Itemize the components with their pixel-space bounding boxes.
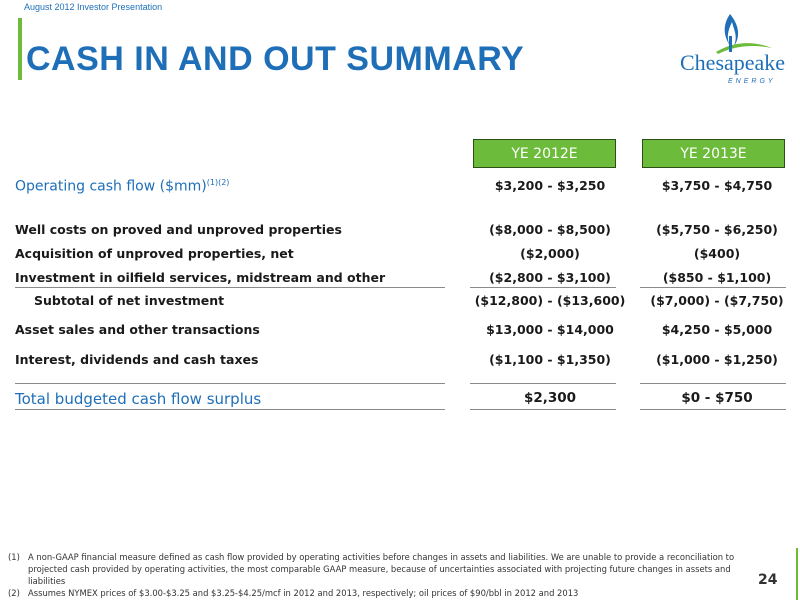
total-bottom-divider-2013 [640,409,786,410]
footnote-number: (2) [8,588,20,598]
value-2013: ($1,000 - $1,250) [656,352,778,367]
footnotes [8,551,743,599]
value-2012: ($12,800) - ($13,600) [474,293,626,308]
accent-bar [18,18,22,80]
page-title: CASH IN AND OUT SUMMARY [26,40,525,78]
row-label: Operating cash flow ($mm)$^{(1)(2)}$ [15,178,230,195]
page-number: 24 [758,572,778,588]
value-2013: ($400) [693,246,741,261]
value-2013: ($850 - $1,100) [662,270,772,285]
value-2012: $13,000 - $14,000 [486,322,614,337]
value-2012: ($1,100 - $1,350) [489,352,611,367]
row-label: Subtotal of net investment [34,293,225,308]
total-bottom-divider-label [15,409,445,410]
subtotal-divider-2013 [640,287,786,288]
row-label: Asset sales and other transactions [15,322,260,337]
value-2012: ($2,800 - $3,100) [489,270,611,285]
logo-subtitle: ENERGY [728,78,776,85]
row-label: Investment in oilfield services, midstream and other [15,270,386,285]
value-2013: ($7,000) - ($7,750) [650,293,784,308]
total-top-divider-2013 [640,383,786,384]
value-2012: $3,200 - $3,250 [494,178,606,193]
value-2012: ($2,000) [520,246,580,261]
row-label: Interest, dividends and cash taxes [15,352,259,367]
footnote-text: A non-GAAP financial measure defined as cash flow provided by operating activities before changes in assets and liabilities. We are unable to provide a reconciliation to projected cash provided by operating activities, the most comparable GAAP measure, because of uncertainties associated with projecting future changes in assets and liabilities [28,552,735,586]
footnote-1 [8,551,743,587]
row-label: Well costs on proved and unproved properties [15,222,342,237]
subtotal-divider-2012 [470,287,616,288]
chesapeake-logo [672,12,790,92]
value-2012: ($8,000 - $8,500) [489,222,611,237]
total-bottom-divider-2012 [470,409,616,410]
value-2013: ($5,750 - $6,250) [656,222,778,237]
footnote-2 [8,587,743,599]
value-2013: $0 - $750 [681,390,753,406]
column-header-2012: YE 2012E [473,139,616,168]
value-2012: $2,300 [523,390,577,406]
value-2013: $4,250 - $5,000 [661,322,773,337]
page-accent-rule [796,548,798,600]
row-label: Acquisition of unproved properties, net [15,246,294,261]
row-label: Total budgeted cash flow surplus [15,390,262,408]
total-top-divider-2012 [470,383,616,384]
presentation-label: August 2012 Investor Presentation [24,2,163,12]
value-2013: $3,750 - $4,750 [661,178,773,193]
logo-wordmark: Chesapeake [680,50,786,75]
total-top-divider-label [15,383,445,384]
footnote-ref: (1)(2) [206,178,230,187]
footnote-text: Assumes NYMEX prices of $3.00-$3.25 and $3.25-$4.25/mcf in 2012 and 2013, respectively; oil prices of $90/bbl in 2012 and 2013 [28,588,579,598]
column-header-2013: YE 2013E [642,139,785,168]
subtotal-divider-label [15,287,445,288]
footnote-number: (1) [8,552,20,562]
